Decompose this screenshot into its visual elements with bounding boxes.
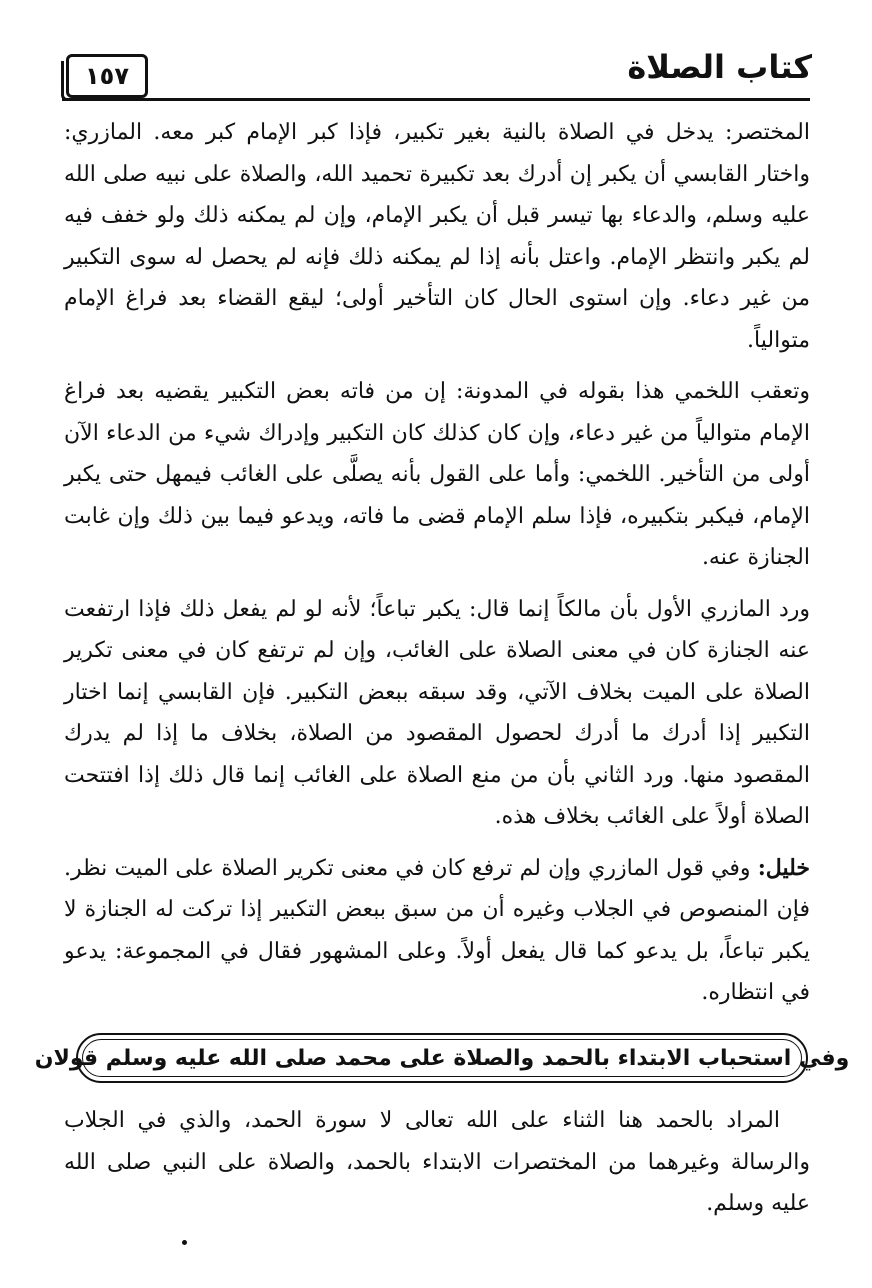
chapter-title: كتاب الصلاة — [627, 48, 812, 86]
khalil-label: خليل: — [757, 854, 810, 881]
paragraph-3: ورد المازري الأول بأن مالكاً إنما قال: يكبر تباعاً؛ لأنه لو لم يفعل ذلك فإذا ارتفعت عنه الجنازة كان في معنى الصلاة على الغائب، وإن لم ترتفع كان في معنى تكرير الصلاة على الميت بخلاف الآتي، وقد سبقه ببعض التكبير. فإن القابسي إنما اختار التكبير إذا أدرك ما أدرك لحصول المقصود من الصلاة، بخلاف ما إذا لم يدرك المقصود منها. ورد الثاني بأن من منع الصلاة على الغائب إنما قال ذلك إذا افتتحت الصلاة أولاً على الغائب بخلاف هذه. — [64, 596, 810, 829]
paragraph-2: وتعقب اللخمي هذا بقوله في المدونة: إن من فاته بعض التكبير يقضيه بعد فراغ الإمام متوالياً من غير دعاء، وإن كان كذلك كان التكبير وإدراك شيء من الدعاء الآن أولى من التأخير. اللخمي: وأما على القول بأنه يصلَّى على الغائب فيمهل حتى يكبر الإمام، فيكبر بتكبيره، فإذا سلم الإمام قضى ما فاته، ويدعو فيما بين ذلك وإن غابت الجنازة عنه. — [64, 379, 810, 570]
commentary-paragraph: المراد بالحمد هنا الثناء على الله تعالى لا سورة الحمد، والذي في الجلاب والرسالة وغيرهما من المختصرات الابتداء بالحمد، والصلاة على النبي صلى الله عليه وسلم. — [64, 1108, 810, 1216]
commentary — [64, 1100, 810, 1235]
matn-text: وفي استحباب الابتداء بالحمد والصلاة على محمد صلى الله عليه وسلم قولان — [34, 1045, 850, 1071]
page-header — [62, 44, 812, 100]
paragraph-1: المختصر: يدخل في الصلاة بالنية بغير تكبير، فإذا كبر الإمام كبر معه. المازري: واختار القابسي أن يكبر إن أدرك بعد تكبيرة تحميد الله، والصلاة على نبيه صلى الله عليه وسلم، والدعاء بها تيسر قبل أن يكبر الإمام، وإن لم يمكنه ذلك ولو خفف فيه لم يكبر وانتظر الإمام. واعتل بأنه إذا لم يمكنه ذلك فإنه لم يحصل له سوى التكبير من غير دعاء. وإن استوى الحال كان التأخير أولى؛ ليقع القضاء بعد فراغ الإمام متوالياً. — [64, 120, 810, 353]
main-text — [64, 112, 810, 1024]
khalil-text: وفي قول المازري وإن لم ترفع كان في معنى تكرير الصلاة على الميت نظر. فإن المنصوص في الجلاب وغيره أن من سبق ببعض التكبير إذا تركت له الجنازة لا يكبر تباعاً، بل يدعو كما قال يفعل أولاً. وعلى المشهور فقال في المجموعة: يدعو في انتظاره. — [64, 855, 810, 1005]
matn-frame — [34, 1033, 850, 1083]
header-rule — [62, 98, 810, 101]
paragraph-khalil — [64, 848, 810, 1014]
page-number: ١٥٧ — [66, 54, 148, 98]
footer-dot — [182, 1240, 187, 1245]
